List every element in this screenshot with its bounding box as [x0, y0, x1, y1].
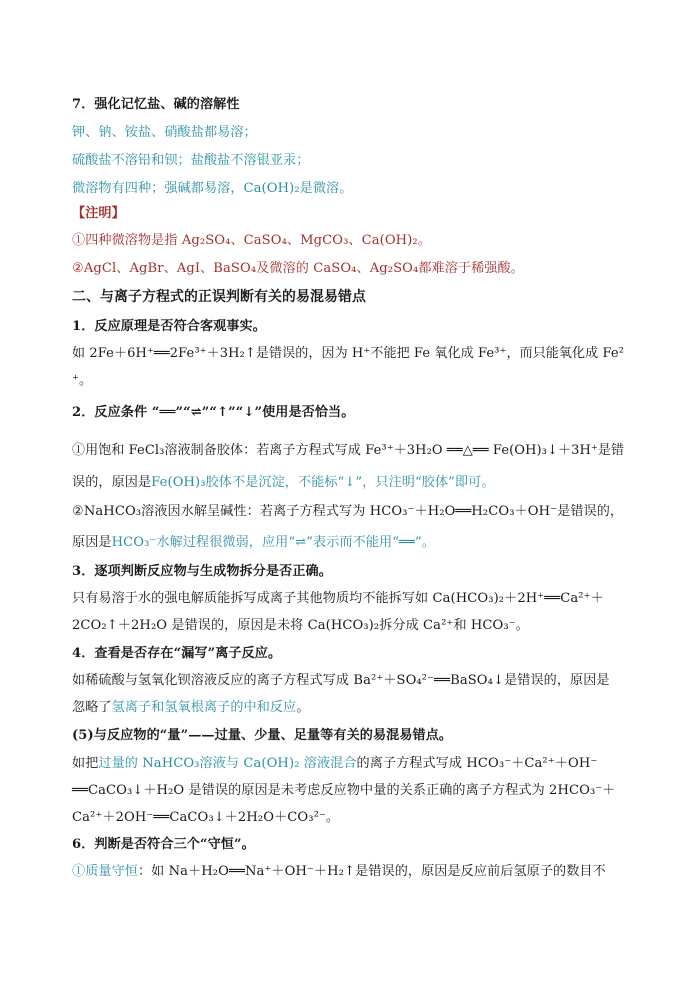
point-1-text-line-2: ⁺。 — [72, 373, 93, 388]
point-5-heading: (5)与反应物的“量”——过量、少量、足量等有关的易混易错点。 — [72, 728, 453, 743]
point-3-text-line-1: 只有易溶于水的强电解质能拆写成离子其他物质均不能拆写如 Ca(HCO₃)₂＋2H⁺══Ca²⁺＋ — [72, 591, 604, 606]
point-2-heading: 2．反应条件 “══”“⇌”“↑”“↓”使用是否恰当。 — [72, 405, 355, 420]
point-2-a-reason: Fe(OH)₃胶体不是沉淀，不能标“↓”，只注明“胶体”即可。 — [151, 475, 495, 490]
point-2-a-line-2 — [72, 474, 624, 492]
section-7-heading: 7．强化记忆盐、碱的溶解性 — [72, 97, 240, 112]
point-6-text-line-1 — [72, 863, 624, 881]
point-4-heading: 4．查看是否存在“漏写”离子反应。 — [72, 646, 282, 661]
point-5-suffix: 的离子方程式写成 HCO₃⁻＋Ca²⁺＋OH⁻ — [356, 756, 598, 771]
note-item-1: ①四种微溶物是指 Ag₂SO₄、CaSO₄、MgCO₃、Ca(OH)₂。 — [72, 233, 431, 248]
point-6-text: ：如 Na＋H₂O══Na⁺＋OH⁻＋H₂↑是错误的，原因是反应前后氢原子的数目不 — [137, 864, 606, 879]
solubility-rule-3: 微溶物有四种；强碱都易溶，Ca(OH)₂是微溶。 — [72, 181, 353, 196]
solubility-rule-2: 硫酸盐不溶铅和钡；盐酸盐不溶银亚汞； — [72, 153, 310, 168]
point-4-prefix: 忽略了 — [72, 700, 112, 715]
point-2-b-line-2 — [72, 534, 624, 552]
point-1-heading: 1．反应原理是否符合客观事实。 — [72, 319, 266, 334]
point-2-a-line-1: ①用饱和 FeCl₃溶液制备胶体：若离子方程式写成 Fe³⁺＋3H₂O ══△══ Fe(OH)₃↓＋3H⁺是错 — [72, 443, 625, 458]
point-2-b-line-1: ②NaHCO₃溶液因水解呈碱性：若离子方程式写为 HCO₃⁻＋H₂O══H₂CO₃＋OH⁻是错误的， — [72, 504, 624, 519]
point-5-condition: 过量的 NaHCO₃溶液与 Ca(OH)₂ 溶液混合 — [98, 756, 357, 771]
point-4-text-line-1: 如稀硫酸与氢氧化钡溶液反应的离子方程式写成 Ba²⁺＋SO₄²⁻══BaSO₄↓是错误的，原因是 — [72, 673, 610, 688]
point-6-mass-conservation: ①质量守恒 — [72, 864, 138, 879]
point-3-heading: 3．逐项判断反应物与生成物拆分是否正确。 — [72, 564, 332, 579]
point-3-text-line-2: 2CO₂↑＋2H₂O 是错误的，原因是未将 Ca(HCO₃)₂拆分成 Ca²⁺和 HCO₃⁻。 — [72, 618, 529, 633]
point-5-text-line-2: ══CaCO₃↓＋H₂O 是错误的原因是未考虑反应物中量的关系正确的离子方程式为 2HCO₃⁻＋ — [72, 783, 616, 798]
point-2-a-prefix: 误的，原因是 — [72, 475, 152, 490]
point-4-text-line-2 — [72, 699, 624, 717]
point-2-b-prefix: 原因是 — [72, 535, 112, 550]
point-1-text-line-1: 如 2Fe＋6H⁺══2Fe³⁺＋3H₂↑是错误的，因为 H⁺不能把 Fe 氧化成 Fe³⁺，而只能氧化成 Fe² — [72, 346, 625, 361]
point-2-b-reason: HCO₃⁻水解过程很微弱，应用“⇌”表示而不能用“══”。 — [111, 535, 435, 550]
point-4-suffix: 。 — [296, 700, 310, 715]
point-5-prefix: 如把 — [72, 756, 99, 771]
part-2-title: 二、与离子方程式的正误判断有关的易混易错点 — [72, 289, 367, 305]
point-5-text-line-1 — [72, 755, 624, 773]
point-5-text-line-3: Ca²⁺＋2OH⁻══CaCO₃↓＋2H₂O＋CO₃²⁻。 — [72, 810, 340, 825]
note-label: 【注明】 — [72, 206, 125, 221]
point-4-reason: 氢离子和氢氧根离子的中和反应 — [111, 700, 297, 715]
solubility-rule-1: 钾、钠、铵盐、硝酸盐都易溶； — [72, 125, 257, 140]
note-item-2: ②AgCl、AgBr、AgI、BaSO₄及微溶的 CaSO₄、Ag₂SO₄都难溶于稀强酸。 — [72, 261, 524, 276]
point-6-heading: 6．判断是否符合三个“守恒”。 — [72, 837, 255, 852]
